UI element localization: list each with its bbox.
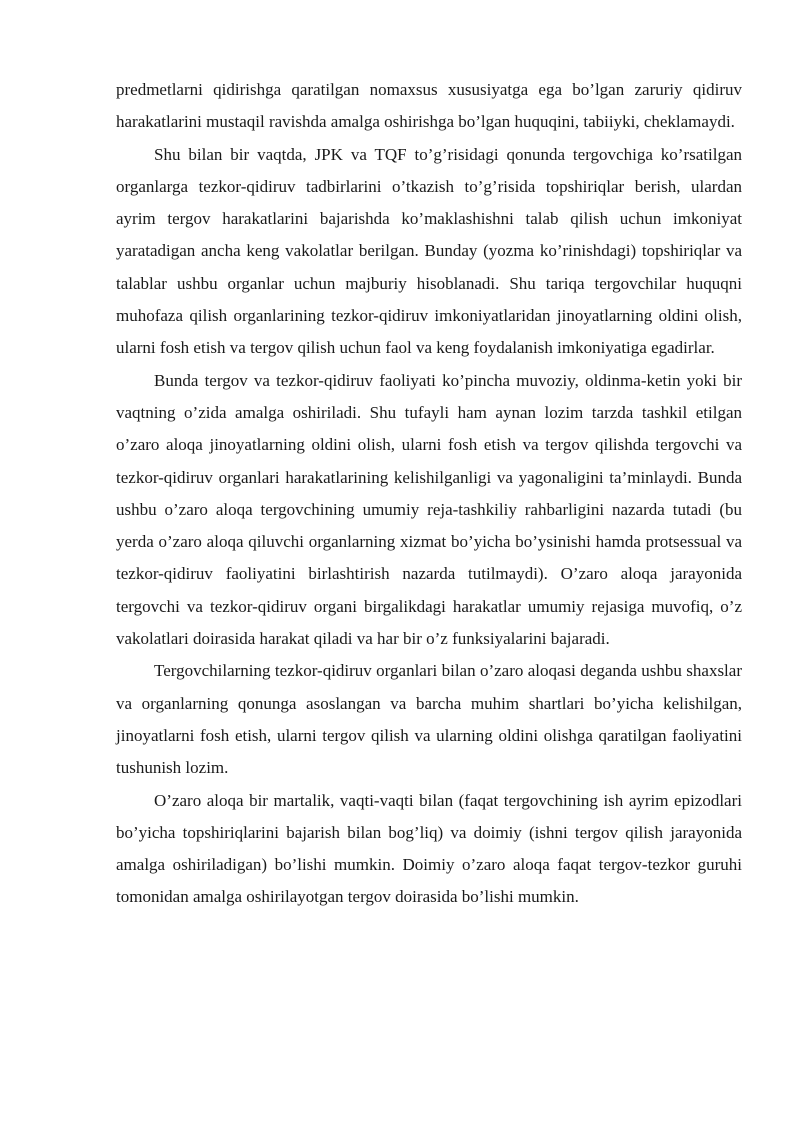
document-body bbox=[116, 74, 742, 914]
paragraph-5: O’zaro aloqa bir martalik, vaqti-vaqti bilan (faqat tergovchining ish ayrim epizodlari bo’yicha topshiriqlarini bajarish bilan bog’liq) va doimiy (ishni tergov qilish jarayonida amalga oshiriladigan) bo’lishi mumkin. Doimiy o’zaro aloqa faqat tergov-tezkor guruhi tomonidan amalga oshirilayotgan tergov doirasida bo’lishi mumkin. bbox=[116, 790, 742, 907]
paragraph-2: Shu bilan bir vaqtda, JPK va TQF to’g’risidagi qonunda tergovchiga ko’rsatilgan organlarga tezkor-qidiruv tadbirlarini o’tkazish to’g’risida topshiriqlar berish, ulardan ayrim tergov harakatlarini bajarishda ko’maklashishni talab qilish uchun imkoniyat yaratadigan ancha keng vakolatlar berilgan. Bunday (yozma ko’rinishdagi) topshiriqlar va talablar ushbu organlar uchun majburiy hisoblanadi. Shu tariqa tergovchilar huquqni muhofaza qilish organlarining tezkor-qidiruv imkoniyatlaridan jinoyatlarning oldini olish, ularni fosh etish va tergov qilish uchun faol va keng foydalanish imkoniyatiga egadirlar. bbox=[116, 144, 742, 358]
paragraph-1: predmetlarni qidirishga qaratilgan nomaxsus xususiyatga ega bo’lgan zaruriy qidiruv harakatlarini mustaqil ravishda amalga oshirishga bo’lgan huquqini, tabiiyki, cheklamaydi. bbox=[116, 80, 742, 132]
paragraph-4: Tergovchilarning tezkor-qidiruv organlari bilan o’zaro aloqasi deganda ushbu shaxslar va organlarning qonunga asoslangan va barcha muhim shartlari bo’yicha kelishilgan, jinoyatlarni fosh etish, ularni tergov qilish va ularning oldini olishga qaratilgan faoliyatini tushunish lozim. bbox=[116, 661, 742, 778]
paragraph-3: Bunda tergov va tezkor-qidiruv faoliyati ko’pincha muvoziy, oldinma-ketin yoki bir vaqtning o’zida amalga oshiriladi. Shu tufayli ham aynan lozim tarzda tashkil etilgan o’zaro aloqa jinoyatlarning oldini olish, ularni fosh etish va tergov qilishda tergovchi va tezkor-qidiruv organlari harakatlarining kelishilganligi va yagonaligini ta’minlaydi. Bunda ushbu o’zaro aloqa tergovchining umumiy reja-tashkiliy rahbarligini nazarda tutadi (bu yerda o’zaro aloqa qiluvchi organlarning xizmat bo’yicha bo’ysinishi hamda protsessual va tezkor-qidiruv faoliyatini birlashtirish nazarda tutilmaydi). O’zaro aloqa jarayonida tergovchi va tezkor-qidiruv organi birgalikdagi harakatlar umumiy rejasiga muvofiq, o’z vakolatlari doirasida harakat qiladi va har bir o’z funksiyalarini bajaradi. bbox=[116, 370, 742, 649]
